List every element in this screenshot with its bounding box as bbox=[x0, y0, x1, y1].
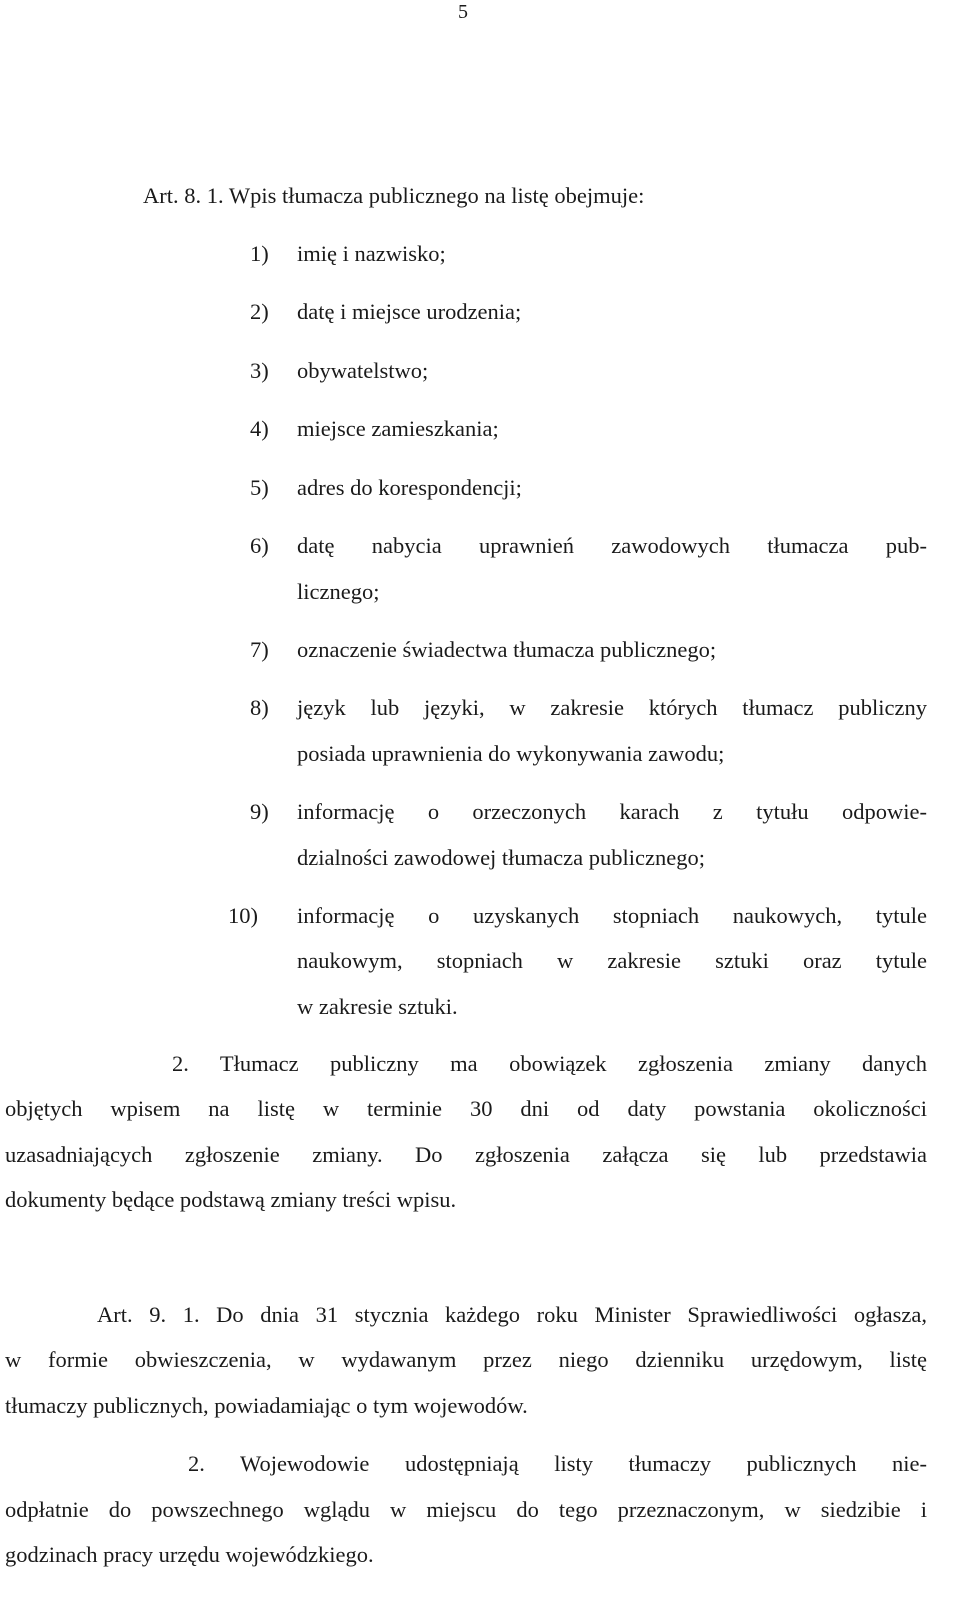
paragraph-line: 2. Wojewodowie udostępniają listy tłumaczy publicznych nie- bbox=[188, 1451, 927, 1476]
art8-intro: Art. 8. 1. Wpis tłumacza publicznego na listę obejmuje: bbox=[143, 183, 645, 208]
list-item-number: 3) bbox=[250, 358, 269, 383]
page-number: 5 bbox=[458, 1, 468, 23]
paragraph-line: Art. 9. 1. Do dnia 31 stycznia każdego roku Minister Sprawiedliwości ogłasza, bbox=[97, 1302, 927, 1327]
list-item-text: datę nabycia uprawnień zawodowych tłumacza pub- bbox=[297, 533, 927, 558]
list-item-number: 1) bbox=[250, 241, 269, 266]
paragraph-line: uzasadniających zgłoszenie zmiany. Do zgłoszenia załącza się lub przedstawia bbox=[5, 1142, 927, 1167]
list-item-text: dzialności zawodowej tłumacza publicznego; bbox=[297, 845, 705, 870]
list-item-text: w zakresie sztuki. bbox=[297, 994, 458, 1019]
paragraph-line: objętych wpisem na listę w terminie 30 dni od daty powstania okoliczności bbox=[5, 1096, 927, 1121]
list-item-text: informację o orzeczonych karach z tytułu odpowie- bbox=[297, 799, 927, 824]
list-item-text: licznego; bbox=[297, 579, 380, 604]
list-item-number: 5) bbox=[250, 475, 269, 500]
list-item-text: oznaczenie świadectwa tłumacza publicznego; bbox=[297, 637, 717, 662]
list-item-number: 2) bbox=[250, 299, 269, 324]
paragraph-line: w formie obwieszczenia, w wydawanym przez niego dzienniku urzędowym, listę bbox=[5, 1347, 927, 1372]
list-item-text: imię i nazwisko; bbox=[297, 241, 446, 266]
list-item-text: obywatelstwo; bbox=[297, 358, 429, 383]
list-item-number: 4) bbox=[250, 416, 269, 441]
paragraph-line: 2. Tłumacz publiczny ma obowiązek zgłoszenia zmiany danych bbox=[172, 1051, 927, 1076]
list-item-text: posiada uprawnienia do wykonywania zawodu; bbox=[297, 741, 725, 766]
list-item-text: informację o uzyskanych stopniach naukowych, tytule bbox=[297, 903, 927, 928]
list-item-text: naukowym, stopniach w zakresie sztuki oraz tytule bbox=[297, 948, 927, 973]
list-item-text: datę i miejsce urodzenia; bbox=[297, 299, 522, 324]
paragraph-line: odpłatnie do powszechnego wglądu w miejscu do tego przeznaczonym, w siedzibie i bbox=[5, 1497, 927, 1522]
paragraph-line: tłumaczy publicznych, powiadamiając o tym wojewodów. bbox=[5, 1393, 528, 1418]
paragraph-line: dokumenty będące podstawą zmiany treści wpisu. bbox=[5, 1187, 457, 1212]
list-item-number: 8) bbox=[250, 695, 269, 720]
list-item-text: adres do korespondencji; bbox=[297, 475, 522, 500]
list-item-number: 10) bbox=[228, 903, 258, 928]
list-item-number: 6) bbox=[250, 533, 269, 558]
list-item-number: 9) bbox=[250, 799, 269, 824]
paragraph-line: godzinach pracy urzędu wojewódzkiego. bbox=[5, 1542, 374, 1567]
list-item-text: język lub języki, w zakresie których tłumacz publiczny bbox=[297, 695, 927, 720]
list-item-text: miejsce zamieszkania; bbox=[297, 416, 499, 441]
list-item-number: 7) bbox=[250, 637, 269, 662]
